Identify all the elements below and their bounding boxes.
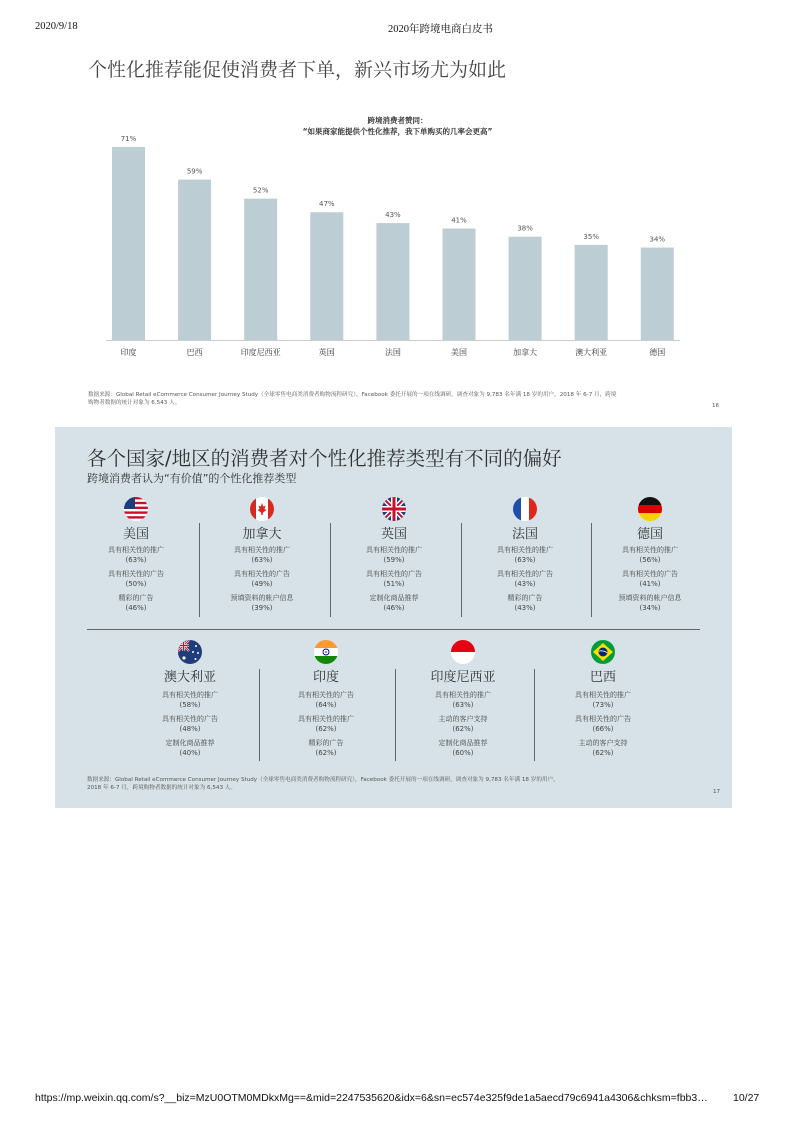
bar xyxy=(310,212,343,340)
bar-value-label: 41% xyxy=(451,216,467,225)
category-label: 美国 xyxy=(451,348,467,357)
country-indonesia xyxy=(399,640,527,762)
pref-label: 具有相关性的广告 xyxy=(622,570,678,578)
country-name: 德国 xyxy=(636,527,663,542)
canada-flag-icon xyxy=(250,497,274,521)
slide1-source-line2: 购物者数据的统计对象为 6,543 人。 xyxy=(88,400,181,406)
pref-value: (62%) xyxy=(315,725,337,733)
pref-value: (62%) xyxy=(592,749,614,757)
pref-label: 具有相关性的广告 xyxy=(234,570,290,578)
pref-label: 具有相关性的广告 xyxy=(108,570,164,578)
pref-value: (63%) xyxy=(452,701,474,709)
pref-value: (49%) xyxy=(251,580,273,588)
pref-label: 定制化商品推荐 xyxy=(165,739,215,747)
category-label: 巴西 xyxy=(186,348,203,357)
pref-label: 预填资料的帐户信息 xyxy=(230,594,294,602)
pref-value: (73%) xyxy=(592,701,614,709)
pref-value: (60%) xyxy=(452,749,474,757)
pref-value: (50%) xyxy=(125,580,147,588)
category-label: 澳大利亚 xyxy=(575,348,608,357)
pref-label: 具有相关性的广告 xyxy=(162,715,218,723)
slide2-source xyxy=(87,776,687,792)
chart-title-line2: “如果商家能提供个性化推荐，我下单购买的几率会更高” xyxy=(302,127,493,136)
pref-label: 具有相关性的推广 xyxy=(366,546,422,554)
pref-value: (43%) xyxy=(514,580,536,588)
column-divider xyxy=(199,523,200,617)
preference-list xyxy=(129,690,251,758)
bar-value-label: 47% xyxy=(319,200,335,209)
pref-value: (46%) xyxy=(383,604,405,612)
country-germany xyxy=(591,497,709,617)
pref-label: 具有相关性的广告 xyxy=(366,570,422,578)
pref-label: 具有相关性的推广 xyxy=(162,691,218,699)
bar-value-label: 52% xyxy=(252,186,269,195)
bar xyxy=(244,199,277,340)
pref-label: 具有相关性的广告 xyxy=(497,570,553,578)
column-divider xyxy=(395,669,396,761)
country-name: 加拿大 xyxy=(242,527,282,542)
pref-value: (48%) xyxy=(179,725,201,733)
pref-label: 具有相关性的推广 xyxy=(497,546,553,554)
slide1-page-number: 16 xyxy=(712,403,720,409)
country-name: 澳大利亚 xyxy=(163,670,216,685)
pref-label: 主动的客户支持 xyxy=(578,739,628,747)
pref-label: 具有相关性的推广 xyxy=(575,691,631,699)
pref-value: (62%) xyxy=(315,749,337,757)
pref-value: (46%) xyxy=(125,604,147,612)
pref-label: 精彩的广告 xyxy=(308,739,344,747)
pref-value: (41%) xyxy=(639,580,661,588)
country-australia xyxy=(129,640,251,762)
preference-list xyxy=(399,690,527,758)
pref-value: (63%) xyxy=(514,556,536,564)
slide1-source-line1: 数据来源：Global Retail eCommerce Consumer Journey Study（全球零售电商类消费者购物流程研究），Facebook 委托开展的一项在线调研，调查对象为 9,783 名年满 18 岁的用户，2018 年 6-7 月，跨境 xyxy=(88,392,617,398)
print-date: 2020/9/18 xyxy=(35,21,78,32)
pref-value: (59%) xyxy=(383,556,405,564)
bar-value-label: 34% xyxy=(649,235,666,244)
france-flag-icon xyxy=(513,497,537,521)
slide2-title: 各个国家/地区的消费者对个性化推荐类型有不同的偏好 xyxy=(87,447,562,470)
column-divider xyxy=(330,523,331,617)
row-divider xyxy=(87,629,700,630)
bar xyxy=(641,248,674,340)
slide2-page-number: 17 xyxy=(713,789,721,795)
column-divider xyxy=(534,669,535,761)
pref-value: (51%) xyxy=(383,580,405,588)
category-label: 印度尼西亚 xyxy=(240,348,281,357)
preference-list xyxy=(265,690,387,758)
country-name: 巴西 xyxy=(589,670,616,685)
preference-list xyxy=(466,545,584,613)
preference-list xyxy=(335,545,453,613)
column-divider xyxy=(259,669,260,761)
bar xyxy=(509,237,542,340)
category-label: 英国 xyxy=(318,348,335,357)
brazil-flag-icon xyxy=(591,640,615,664)
pref-label: 具有相关性的推广 xyxy=(622,546,678,554)
pref-value: (62%) xyxy=(452,725,474,733)
country-name: 法国 xyxy=(511,527,538,542)
germany-flag-icon xyxy=(638,497,662,521)
pref-label: 具有相关性的广告 xyxy=(298,691,354,699)
slide1-source xyxy=(88,391,728,407)
preference-slide xyxy=(55,427,732,808)
slide2-source-line1: 数据来源：Global Retail eCommerce Consumer Journey Study（全球零售电商类消费者购物流程研究），Facebook 委托开展的一项在线调研，调查对象为 9,783 名年满 18 岁的用户， xyxy=(87,777,559,783)
category-label: 德国 xyxy=(649,348,666,357)
pref-value: (58%) xyxy=(179,701,201,709)
pref-value: (43%) xyxy=(514,604,536,612)
category-label: 法国 xyxy=(384,348,401,357)
pref-label: 精彩的广告 xyxy=(118,594,154,602)
country-brazil xyxy=(542,640,664,762)
pref-value: (63%) xyxy=(125,556,147,564)
pref-label: 预填资料的帐户信息 xyxy=(618,594,682,602)
document-title: 2020年跨境电商白皮书 xyxy=(388,24,493,35)
slide2-subtitle: 跨境消费者认为“有价值”的个性化推荐类型 xyxy=(87,472,297,485)
pref-label: 具有相关性的推广 xyxy=(108,546,164,554)
slide1-title: 个性化推荐能促使消费者下单，新兴市场尤为如此 xyxy=(88,59,507,81)
preference-list xyxy=(542,690,664,758)
country-name: 印度 xyxy=(312,670,339,685)
country-france xyxy=(466,497,584,617)
country-name: 英国 xyxy=(380,527,407,542)
bar-value-label: 43% xyxy=(385,211,401,220)
pref-label: 定制化商品推荐 xyxy=(438,739,488,747)
country-us xyxy=(77,497,195,617)
australia-flag-icon xyxy=(178,640,202,664)
bar xyxy=(376,223,409,340)
bar-value-label: 59% xyxy=(186,167,203,176)
country-canada xyxy=(203,497,321,617)
bar-value-label: 35% xyxy=(583,232,599,241)
pref-value: (64%) xyxy=(315,701,337,709)
bar xyxy=(575,245,608,340)
pref-value: (39%) xyxy=(251,604,273,612)
indonesia-flag-icon xyxy=(451,640,475,664)
bar xyxy=(112,147,145,340)
category-label: 印度 xyxy=(120,348,137,357)
country-name: 印度尼西亚 xyxy=(430,670,496,685)
pref-label: 具有相关性的推广 xyxy=(234,546,290,554)
india-flag-icon xyxy=(314,640,338,664)
bar-value-label: 38% xyxy=(517,224,533,233)
pref-label: 具有相关性的广告 xyxy=(575,715,631,723)
column-divider xyxy=(461,523,462,617)
country-uk xyxy=(335,497,453,617)
pref-value: (56%) xyxy=(639,556,661,564)
pref-label: 定制化商品推荐 xyxy=(369,594,419,602)
pref-label: 精彩的广告 xyxy=(507,594,543,602)
category-label: 加拿大 xyxy=(513,348,538,357)
preference-list xyxy=(77,545,195,613)
pref-value: (66%) xyxy=(592,725,614,733)
pref-label: 主动的客户支持 xyxy=(438,715,488,723)
country-india xyxy=(265,640,387,762)
bar-chart xyxy=(0,0,793,400)
bar-value-label: 71% xyxy=(120,135,137,143)
preference-list xyxy=(591,545,709,613)
chart-title-line1: 跨境消费者赞同： xyxy=(367,116,428,125)
pref-label: 具有相关性的推广 xyxy=(435,691,491,699)
pref-value: (40%) xyxy=(179,749,201,757)
preference-list xyxy=(203,545,321,613)
page-count: 10/27 xyxy=(733,1092,760,1104)
pref-value: (63%) xyxy=(251,556,273,564)
country-name: 美国 xyxy=(122,527,149,542)
us-flag-icon xyxy=(124,497,148,521)
pref-label: 具有相关性的推广 xyxy=(298,715,354,723)
page-url: https://mp.weixin.qq.com/s?__biz=MzU0OTM0MDkxMg==&mid=2247535620&idx=6&sn=ec574e325f9de1a5aecd79c6941a4306&chksm=fbb3… xyxy=(35,1092,708,1104)
pref-value: (34%) xyxy=(639,604,661,612)
bar xyxy=(178,180,211,340)
uk-flag-icon xyxy=(382,497,406,521)
slide2-source-line2: 2018 年 6-7 月，跨境购物者数据的统计对象为 6,543 人。 xyxy=(87,785,236,791)
bar xyxy=(443,229,476,340)
